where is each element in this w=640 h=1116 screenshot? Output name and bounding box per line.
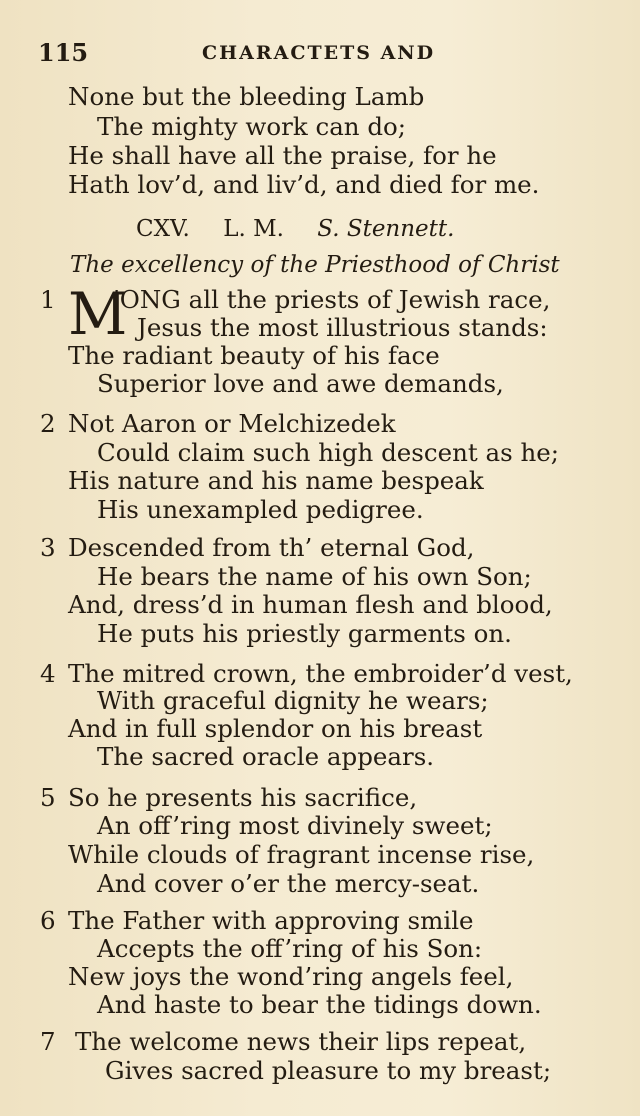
prev-line: None but the bleeding Lamb: [68, 82, 425, 111]
verse-number: 2: [40, 409, 56, 438]
verse-number: 1: [40, 285, 56, 314]
prev-line: He shall have all the praise, for he: [68, 141, 497, 170]
verse-line: Gives sacred pleasure to my breast;: [105, 1056, 552, 1085]
verse-line: The sacred oracle appears.: [97, 742, 435, 771]
running-title: CHARACTETS AND: [202, 42, 436, 64]
verse-line: The Father with approving smile: [68, 906, 474, 935]
verse-line: The mitred crown, the embroider’d vest,: [68, 659, 573, 688]
verse-line: Descended from th’ eternal God,: [68, 533, 475, 562]
hymn-author: S. Stennett.: [317, 216, 455, 242]
verse-line: His nature and his name bespeak: [68, 466, 484, 495]
verse-number: 5: [40, 783, 56, 812]
verse-line: Could claim such high descent as he;: [97, 438, 559, 467]
verse-line: While clouds of fragrant incense rise,: [68, 840, 535, 869]
hymn-title: The excellency of the Priesthood of Christ: [70, 252, 560, 278]
verse-line: And in full splendor on his breast: [68, 714, 483, 743]
prev-line: The mighty work can do;: [97, 112, 407, 141]
verse-line: And, dress’d in human flesh and blood,: [68, 590, 553, 619]
verse-line: New joys the wond’ring angels feel,: [68, 962, 514, 991]
verse-number: 3: [40, 533, 56, 562]
verse-line: ’ONG all the priests of Jewish race,: [112, 285, 551, 314]
verse-line: An off’ring most divinely sweet;: [97, 811, 493, 840]
verse-line: His unexampled pedigree.: [97, 495, 424, 524]
verse-line: And haste to bear the tidings down.: [97, 990, 542, 1019]
verse-line: Superior love and awe demands,: [97, 369, 504, 398]
verse-number: 6: [40, 906, 56, 935]
verse-line: The radiant beauty of his face: [68, 341, 440, 370]
hymn-number: CXV.: [136, 216, 190, 242]
verse-line: He puts his priestly garments on.: [97, 619, 512, 648]
verse-line: Accepts the off’ring of his Son:: [97, 934, 483, 963]
hymn-heading: [136, 216, 454, 242]
prev-line: Hath lov’d, and liv’d, and died for me.: [68, 170, 540, 199]
verse-number: 4: [40, 659, 56, 688]
verse-line: The welcome news their lips repeat,: [75, 1027, 527, 1056]
verse-line: And cover o’er the mercy-seat.: [97, 869, 480, 898]
verse-line: With graceful dignity he wears;: [97, 686, 489, 715]
verse-number: 7: [40, 1027, 56, 1056]
verse-line: He bears the name of his own Son;: [97, 562, 532, 591]
drop-cap: M: [68, 280, 128, 348]
hymn-meter: L. M.: [223, 216, 284, 242]
verse-line: Not Aaron or Melchizedek: [68, 409, 396, 438]
verse-line: So he presents his sacrifice,: [68, 783, 418, 812]
page-number: 115: [38, 38, 89, 67]
verse-line: Jesus the most illustrious stands:: [137, 313, 548, 342]
